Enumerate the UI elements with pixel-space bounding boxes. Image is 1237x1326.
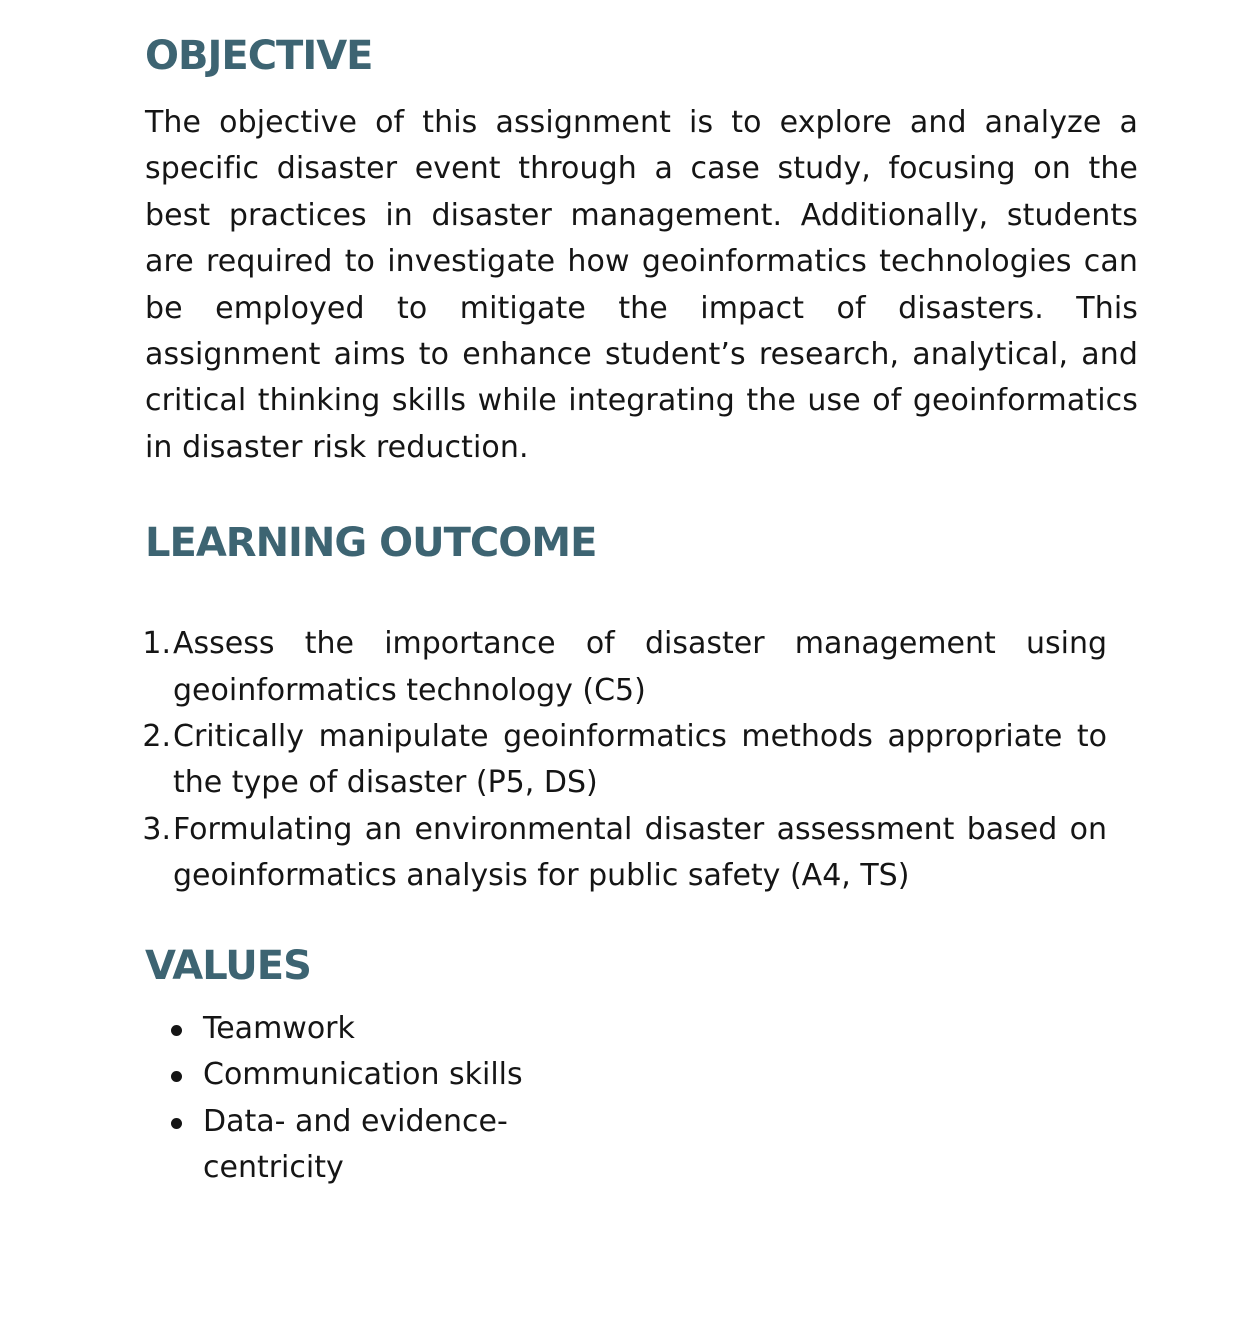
- list-item: [145, 1052, 545, 1098]
- list-item-text: Assess the importance of disaster management using geoinformatics technology (C5): [173, 626, 1107, 708]
- bullet-icon: [171, 1025, 182, 1036]
- list-item-text: Critically manipulate geoinformatics methods appropriate to the type of disaster (P5, DS): [173, 719, 1107, 801]
- list-item-number: 2.: [142, 719, 171, 755]
- learning-outcome-heading: LEARNING OUTCOME: [145, 520, 597, 567]
- list-item-text: Communication skills: [203, 1057, 523, 1093]
- bullet-icon: [171, 1071, 182, 1082]
- list-item-number: 3.: [142, 811, 171, 847]
- learning-outcome-list: [142, 621, 1107, 899]
- list-item-number: 1.: [142, 626, 171, 662]
- list-item-text: Teamwork: [203, 1010, 355, 1046]
- list-item-text: Formulating an environmental disaster assessment based on geoinformatics analysis for public safety (A4, TS): [173, 811, 1107, 894]
- document-page: [142, 28, 1138, 1191]
- objective-paragraph: The objective of this assignment is to explore and analyze a specific disaster event through a case study, focusing on the best practices in disaster management. Additionally, students are required to investigate how geoinformatics technologies can be employed to mitigate the impact of disasters. This assignment aims to enhance student’s research, analytical, and critical thinking skills while integrating the use of geoinformatics in disaster risk reduction.: [145, 105, 1138, 465]
- list-item: [142, 807, 1107, 900]
- values-heading: VALUES: [145, 942, 311, 989]
- objective-heading: OBJECTIVE: [145, 33, 373, 79]
- values-list: [145, 1006, 545, 1192]
- list-item-text: Data- and evidence-centricity: [203, 1103, 508, 1185]
- bullet-icon: [171, 1118, 182, 1129]
- list-item: [145, 1099, 545, 1192]
- list-item: [142, 621, 1107, 714]
- list-item: [145, 1006, 545, 1052]
- list-item: [142, 714, 1107, 807]
